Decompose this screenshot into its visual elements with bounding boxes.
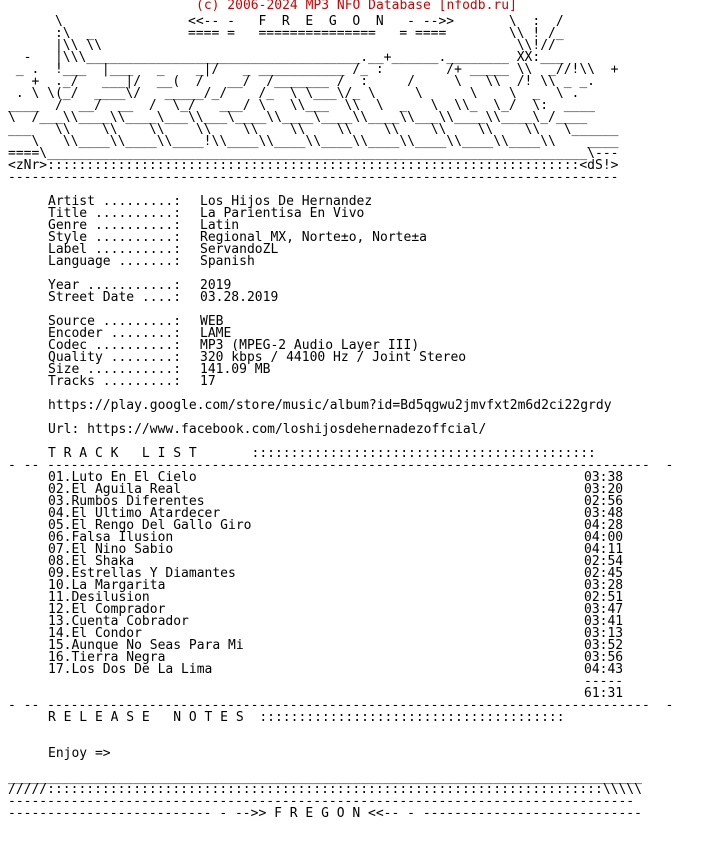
- tracklist-heading: T R A C K L I S T ::::::::::::::::::::::::::::::::::::::::::::: [48, 446, 596, 461]
- track-title: 05.El Rengo Del Gallo Giro: [48, 518, 252, 533]
- track-title: 15.Aunque No Seas Para Mi: [48, 638, 244, 653]
- info-field-value: La Parientisa En Vivo: [200, 206, 365, 221]
- footer-art: /////:::::::::::::::::::::::::::::::::::::::::::::::::::::::::::::::::::::::\\\\\: [8, 782, 642, 797]
- info-field-value: Latin: [200, 218, 240, 233]
- site-header[interactable]: (c) 2006-2024 MP3 NFO Database [nfodb.ru]: [196, 0, 517, 13]
- track-duration: 02:45: [584, 566, 624, 581]
- total-time: 61:31: [584, 686, 624, 701]
- track-title: 11.Desilusion: [48, 590, 150, 605]
- date-field-value: 03.28.2019: [200, 290, 279, 305]
- footer-dashes: --------------------------------------------------------------------------------: [8, 794, 635, 809]
- info-field-label: Style ..........:: [48, 230, 182, 245]
- track-duration: 03:28: [584, 578, 624, 593]
- ascii-art-banner: \ <<-- - F R E G O N - -->> \ : / :\ _ ==== = =============== = ==== \\ ! /_ |\\ \\ \\!// - |\\\___________________________________.__+______.________ XX:___ _ . !___ |___ _ _|/ _ ___________ /_ : /+ _____ \\ _//!\\ + + ._/ ___|/ __( / __/ /_______ / : / \ \\ /! \\ _ _. . \ \(_/ ____\/ _____/_/ /_ \ \___\/_ \ \ \ \ _ \ . ____ / __/ __ / \_/ ___/ \ \\___ \\ \ _ \ \\_ \_/ \: ____ \ /___\\____\\____\___\\___\____\\____\____\\____\\___\\____\\____\_/____ ___ \\ \\ \\ \\ \\ \\ \\ \\ \\ \\ \\ \______ \ \\____\\____\\____!\\____\\____\\____\\____\\____\\____\\____\\ ____ ====\_____________________________________________________________________\--- <zNr>::::::::::::::::::::::::::::::::::::::::::::::::::::::::::::::::::::<dS!> ------------------------------------------------------------------------------: [8, 14, 619, 185]
- tech-field-value: 141.09 MB: [200, 362, 271, 377]
- date-field-label: Year ...........:: [48, 278, 182, 293]
- track-title: 09.Estrellas Y Diamantes: [48, 566, 236, 581]
- info-field-label: Language .......:: [48, 254, 182, 269]
- tech-field-label: Codec ..........:: [48, 338, 182, 353]
- date-field-row: [8, 292, 712, 304]
- track-list: [8, 472, 712, 676]
- tech-field-row: [8, 376, 712, 388]
- track-duration: 04:28: [584, 518, 624, 533]
- total-rule: -----: [584, 674, 624, 689]
- date-field-label: Street Date ....:: [48, 290, 182, 305]
- track-title: 10.La Margarita: [48, 578, 166, 593]
- date-field-value: 2019: [200, 278, 232, 293]
- track-title: 12.El Comprador: [48, 602, 166, 617]
- track-row: [8, 664, 712, 676]
- info-field-value: Spanish: [200, 254, 255, 269]
- tech-field-label: Encoder ........:: [48, 326, 182, 341]
- facebook-url: Url: https://www.facebook.com/loshijosdehernadezoffcial/: [48, 422, 487, 437]
- tech-field-value: LAME: [200, 326, 232, 341]
- track-duration: 03:38: [584, 470, 624, 485]
- track-duration: 02:56: [584, 494, 624, 509]
- track-duration: 04:11: [584, 542, 624, 557]
- info-field-value: ServandoZL: [200, 242, 279, 257]
- track-duration: 02:51: [584, 590, 624, 605]
- store-url: https://play.google.com/store/music/album?id=Bd5qgwu2jmvfxt2m6d2ci22grdy: [48, 398, 612, 413]
- release-notes-heading: R E L E A S E N O T E S :::::::::::::::::::::::::::::::::::::::: [48, 710, 565, 725]
- track-duration: 03:13: [584, 626, 624, 641]
- track-duration: 03:20: [584, 482, 624, 497]
- tech-field-value: 17: [200, 374, 216, 389]
- info-field-label: Artist .........:: [48, 194, 182, 209]
- separator: - -- ----------------------------------------------------------------------------- -: [8, 458, 674, 473]
- track-duration: 02:54: [584, 554, 624, 569]
- track-duration: 04:43: [584, 662, 624, 677]
- track-title: 06.Falsa Ilusion: [48, 530, 174, 545]
- tech-field-label: Source .........:: [48, 314, 182, 329]
- tech-field-value: MP3 (MPEG-2 Audio Layer III): [200, 338, 420, 353]
- track-title: 16.Tierra Negra: [48, 650, 166, 665]
- tech-field-value: WEB: [200, 314, 224, 329]
- info-field-value: Los Hijos De Hernandez: [200, 194, 373, 209]
- track-title: 07.El Nino Sabio: [48, 542, 174, 557]
- track-title: 08.El Shaka: [48, 554, 135, 569]
- release-dates: [8, 280, 712, 304]
- separator: - -- ----------------------------------------------------------------------------- -: [8, 698, 674, 713]
- tech-field-label: Size ...........:: [48, 362, 182, 377]
- technical-info: [8, 316, 712, 388]
- info-field-value: Regional MX, Norte±o, Norte±a: [200, 230, 427, 245]
- track-title: 13.Cuenta Cobrador: [48, 614, 189, 629]
- track-title: 02.El Aguila Real: [48, 482, 182, 497]
- track-duration: 04:00: [584, 530, 624, 545]
- nfo-document: [8, 0, 712, 820]
- track-duration: 03:47: [584, 602, 624, 617]
- track-duration: 03:56: [584, 650, 624, 665]
- footer-signature: -------------------------- - -->> F R E G O N <<-- - ----------------------------: [8, 806, 642, 821]
- track-title: 14.El Condor: [48, 626, 142, 641]
- footer-underscore: _________________________________________________________________________________: [8, 770, 642, 785]
- release-notes-text: Enjoy =>: [48, 746, 111, 761]
- info-field-row: [8, 256, 712, 268]
- info-field-label: Label ..........:: [48, 242, 182, 257]
- tech-field-label: Quality ........:: [48, 350, 182, 365]
- tech-field-value: 320 kbps / 44100 Hz / Joint Stereo: [200, 350, 467, 365]
- track-title: 03.Rumbos Diferentes: [48, 494, 205, 509]
- tech-field-label: Tracks .........:: [48, 374, 182, 389]
- track-title: 17.Los Dos De La Lima: [48, 662, 213, 677]
- info-field-label: Genre ..........:: [48, 218, 182, 233]
- release-info: [8, 196, 712, 268]
- track-duration: 03:48: [584, 506, 624, 521]
- track-title: 04.El Ultimo Atardecer: [48, 506, 221, 521]
- track-duration: 03:41: [584, 614, 624, 629]
- track-title: 01.Luto En El Cielo: [48, 470, 197, 485]
- track-duration: 03:52: [584, 638, 624, 653]
- info-field-label: Title ..........:: [48, 206, 182, 221]
